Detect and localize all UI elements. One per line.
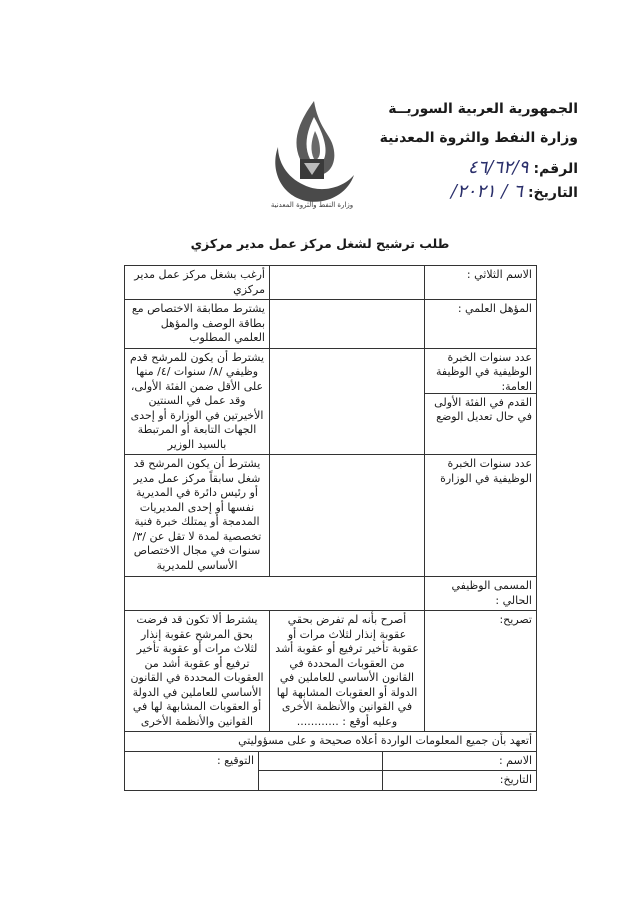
ministry-emblem-icon: [262, 95, 366, 213]
experience-label-cell: [425, 348, 537, 455]
qualification-note: يشترط مطابقة الاختصاص مع بطاقة الوصف والمؤهل العلمي المطلوب: [125, 300, 270, 349]
full-name-field[interactable]: [270, 266, 425, 300]
table-row: [125, 348, 537, 455]
ministry-experience-note: يشترط أن يكون المرشح قد شغل سابقاً مركز عمل مدير أو رئيس دائرة في المديرية نفسها أو إحدى المديريات المدمجة أو يمتلك خبرة فنية تخصصية لمدة لا تقل عن /٣/ سنوات في مجال الاختصاص الأساسي للمديرية: [125, 455, 270, 577]
table-row: [125, 732, 537, 752]
pledge-name-field[interactable]: [259, 751, 383, 771]
form-title: طلب ترشيح لشغل مركز عمل مدير مركزي: [190, 236, 450, 251]
table-row: [125, 455, 537, 577]
ministry-title: وزارة النفط والثروة المعدنية: [379, 130, 578, 146]
pledge-signature-label: التوقيع :: [216, 753, 255, 767]
declaration-text: أصرح بأنه لم تفرض بحقي عقوبة إنذار لثلاث مرات أو عقوبة تأخير ترفيع أو عقوبة أشد من العقوبات المحددة في القانون الأساسي للعاملين في الدولة أو العقوبات المشابهة لها في القوانين والأنظمة الأخرى وعليه أوقع :: [275, 613, 419, 728]
pledge-date-label: التاريخ:: [383, 771, 537, 791]
pledge-name-label: الاسم :: [383, 751, 537, 771]
reference-value: ٤٦/٦٢/٩: [467, 157, 529, 178]
date-value: ٦ / ٢٠٢١/: [450, 181, 523, 202]
current-title-label: المسمى الوظيفي الحالي :: [425, 577, 537, 611]
table-row: [125, 611, 537, 732]
ministry-experience-label: عدد سنوات الخبرة الوظيفية في الوزارة: [425, 455, 537, 577]
declaration-label: تصريح:: [425, 611, 537, 732]
experience-field[interactable]: [270, 348, 425, 455]
pledge-table: [124, 731, 537, 791]
pledge-text: أتعهد بأن جميع المعلومات الواردة أعلاه صحيحة و على مسؤوليتي: [125, 732, 537, 752]
full-name-note: أرغب بشغل مركز عمل مدير مركزي: [125, 266, 270, 300]
pledge-date-field[interactable]: [259, 771, 383, 791]
ministry-experience-field[interactable]: [270, 455, 425, 577]
emblem-caption: وزارة النفط والثروة المعدنية: [270, 201, 354, 209]
table-row: [125, 751, 537, 771]
qualification-field[interactable]: [270, 300, 425, 349]
signature-dots[interactable]: ............: [296, 714, 339, 728]
table-row: [125, 300, 537, 349]
declaration-text-cell: [270, 611, 425, 732]
table-row: [125, 577, 537, 611]
pledge-signature-cell[interactable]: [125, 751, 259, 790]
seniority-label: القدم في الفئة الأولى في حال تعديل الوضع: [434, 395, 532, 423]
republic-title: الجمهورية العربية السوريــة: [388, 101, 578, 117]
date-label: التاريخ:: [527, 185, 578, 201]
current-title-field[interactable]: [125, 577, 425, 611]
nomination-form-table: [124, 265, 537, 732]
experience-note: يشترط أن يكون للمرشح قدم وظيفي /٨/ سنوات /٤/ منها على الأقل ضمن الفئة الأولى، وقد عمل في السنتين الأخيرتين في الوزارة أو إحدى الجهات التابعة أو المرتبطة بالسيد الوزير: [125, 348, 270, 455]
public-experience-label: عدد سنوات الخبرة الوظيفية في الوظيفة العامة:: [425, 349, 536, 394]
reference-label: الرقم:: [533, 161, 578, 177]
date-line: [451, 181, 578, 202]
qualification-label: المؤهل العلمي :: [425, 300, 537, 349]
reference-line: [468, 157, 578, 178]
table-row: [125, 266, 537, 300]
full-name-label: الاسم الثلاثي :: [425, 266, 537, 300]
declaration-note: يشترط ألا تكون قد فرضت بحق المرشح عقوبة إنذار لثلاث مرات أو عقوبة تأخير ترفيع أو عقوبة أشد من العقوبات المحددة في القانون الأساسي للعاملين في الدولة أو العقوبات المشابهة لها في القوانين والأنظمة الأخرى: [125, 611, 270, 732]
